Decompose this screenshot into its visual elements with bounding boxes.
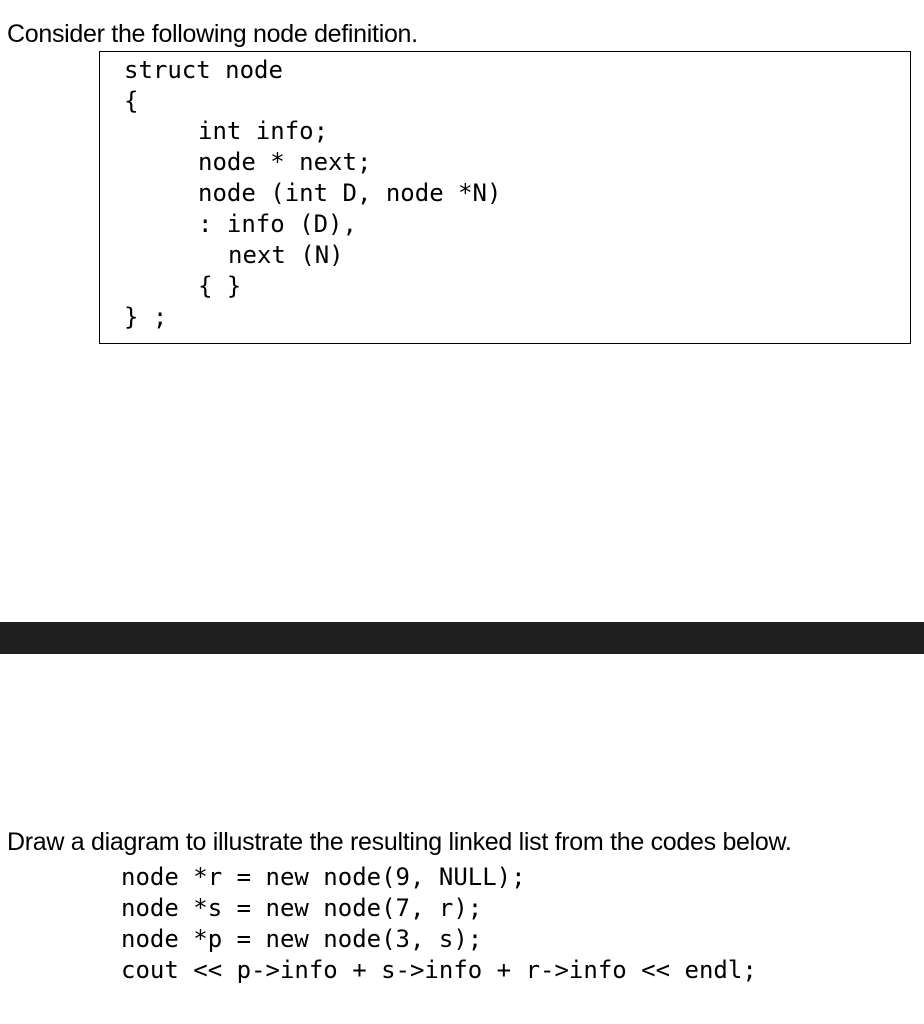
node-definition-code-box — [99, 51, 911, 344]
separator-bar — [0, 622, 924, 654]
question-1-prompt: Consider the following node definition. — [7, 20, 418, 48]
code-line: node *r = new node(9, NULL); — [121, 863, 526, 891]
code-line: : info (D), — [198, 210, 357, 238]
code-line: { } — [198, 272, 242, 300]
code-line: struct node — [124, 56, 283, 84]
code-line: node * next; — [198, 148, 372, 176]
code-line: node (int D, node *N) — [198, 179, 502, 207]
code-line: { — [124, 87, 139, 115]
code-line: node *p = new node(3, s); — [121, 925, 483, 953]
code-line: cout << p->info + s->info + r->info << endl; — [121, 956, 757, 984]
code-line: } ; — [124, 303, 168, 331]
code-line: next (N) — [228, 241, 344, 269]
question-2-prompt: Draw a diagram to illustrate the resulting linked list from the codes below. — [7, 828, 792, 856]
code-line: int info; — [198, 117, 329, 145]
code-line: node *s = new node(7, r); — [121, 894, 483, 922]
